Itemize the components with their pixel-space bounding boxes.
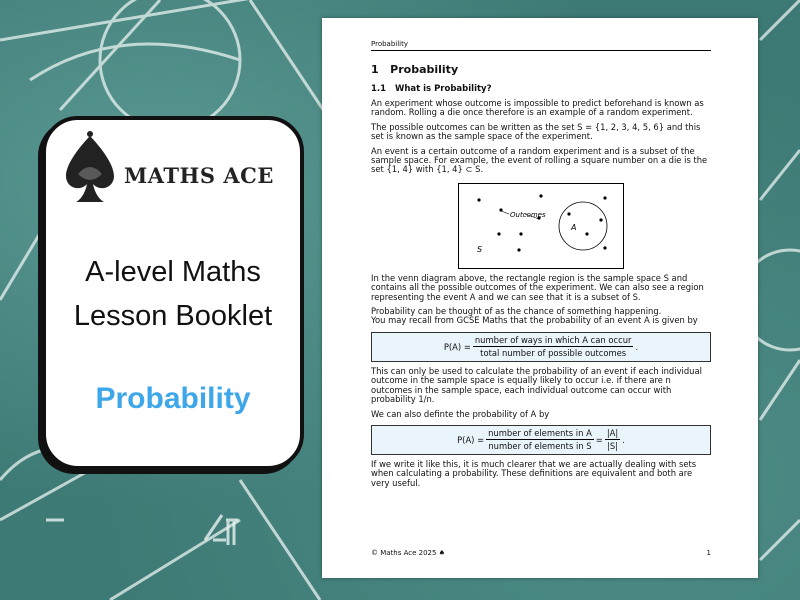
title-line-2: Lesson Booklet <box>73 300 273 332</box>
formula-1-numerator: number of ways in which A can occur <box>474 335 632 346</box>
section-number: 1 <box>371 63 379 76</box>
subsection-title: What is Probability? <box>394 84 492 94</box>
paragraph-7: This can only be used to calculate the probability of an event if each individual outcome in the sample space is equally likely to occur i.e. if there are n outcomes in the sample space, each individual outcome can occur with probability 1/n. <box>371 365 702 405</box>
formula-2-set-fraction <box>605 428 620 451</box>
formula-2-equals: = <box>595 434 603 445</box>
sample-space-label: S <box>477 244 483 254</box>
subsection-number: 1.1 <box>371 84 387 94</box>
paragraph-3: An event is a certain outcome of a random experiment and is a subset of the sample space. For example, the event of rolling a square number on a die is the set {1, 4} with {1, 4} ⊂ S. <box>371 145 708 175</box>
subsection-heading <box>371 84 711 94</box>
logo-text: MATHS ACE <box>124 163 274 188</box>
formula-2-end: . <box>622 434 625 445</box>
section-title: Probability <box>390 63 459 76</box>
formula-1-fraction <box>473 335 634 358</box>
formula-box-2 <box>371 425 711 455</box>
paragraph-1: An experiment whose outcome is impossible to predict beforehand is known as random. Rolling a die once therefore is an example of a random experiment. <box>371 98 704 118</box>
spade-icon <box>60 130 120 210</box>
paragraph-2: The possible outcomes can be written as the set S = {1, 2, 3, 4, 5, 6} and this set is known as the sample space of the experiment. <box>371 121 701 142</box>
formula-2-fraction <box>486 428 594 451</box>
running-header: Probability <box>371 40 711 51</box>
formula-2-set-numerator: |A| <box>606 428 619 439</box>
footer-copyright: © Maths Ace 2025 ♠ <box>371 549 445 557</box>
subject-label: Probability <box>95 382 251 415</box>
paragraph-8: We can also definte the probability of A by <box>371 408 550 419</box>
venn-diagram <box>458 183 624 269</box>
formula-box-1 <box>371 332 711 362</box>
formula-1-lhs: P(A) = <box>443 341 471 352</box>
paragraph-4: In the venn diagram above, the rectangle region is the sample space S and contains all the possible outcomes of the experiment. We can also see a region representing the event A and we can see that it is a subset of S. <box>371 272 704 302</box>
formula-2-set-denominator: |S| <box>607 441 618 452</box>
paragraph-6: You may recall from GCSE Maths that the probability of an event A is given by <box>371 315 698 326</box>
formula-1-end: . <box>635 341 639 352</box>
formula-1-denominator: total number of possible outcomes <box>480 348 627 359</box>
title-card <box>42 116 304 470</box>
set-a-label: A <box>571 222 577 232</box>
footer-page-number: 1 <box>706 549 711 557</box>
paragraph-5: Probability can be thought of as the chance of something happening. <box>371 306 662 317</box>
formula-2-denominator: number of elements in S <box>488 441 592 452</box>
section-heading <box>371 63 711 76</box>
document-page <box>322 18 758 578</box>
outcomes-label: Outcomes <box>510 210 546 219</box>
formula-2-numerator: number of elements in A <box>488 428 592 439</box>
maths-ace-logo <box>60 130 290 210</box>
page-footer <box>371 549 711 557</box>
paragraph-9: If we write it like this, it is much clearer that we are actually dealing with sets when calculating a probability. These definitions are equivalent and both are very useful. <box>371 458 697 488</box>
title-line-1: A-level Maths <box>85 256 261 288</box>
formula-2-lhs: P(A) = <box>457 434 485 445</box>
booklet-title <box>46 250 300 338</box>
